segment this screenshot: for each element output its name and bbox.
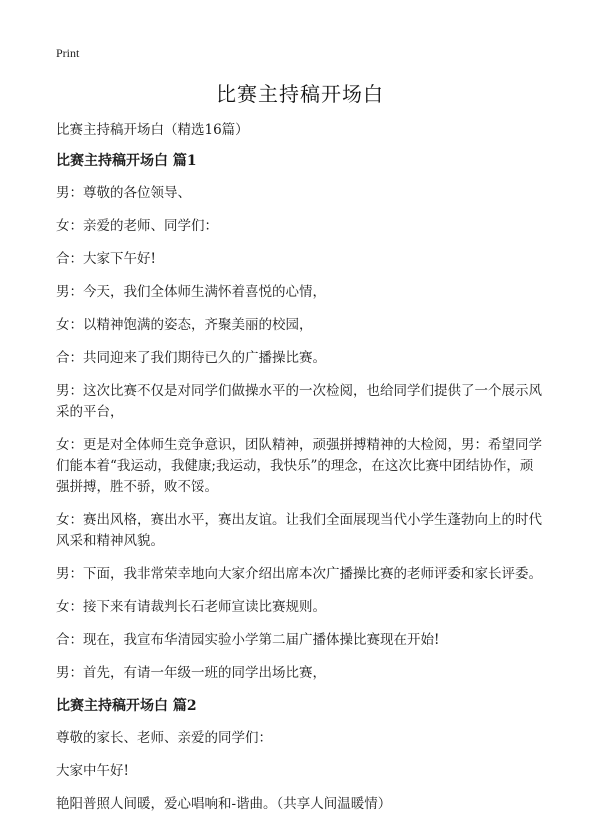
document-title: 比赛主持稿开场白 xyxy=(216,82,384,106)
paragraph: 男：这次比赛不仅是对同学们做操水平的一次检阅，也给同学们提供了一个展示风采的平台， xyxy=(56,383,542,420)
paragraph: 男：下面，我非常荣幸地向大家介绍出席本次广播操比赛的老师评委和家长评委。 xyxy=(56,566,542,582)
section-heading: 比赛主持稿开场白 篇2 xyxy=(56,698,197,714)
section-1 xyxy=(56,151,544,684)
print-label[interactable]: Print xyxy=(56,46,80,60)
section-2 xyxy=(56,696,544,815)
paragraph: 艳阳普照人间暖，爱心唱响和-谐曲。（共享人间温暖情） xyxy=(56,796,392,812)
paragraph: 合：大家下午好! xyxy=(56,251,156,267)
document-subtitle: 比赛主持稿开场白（精选16篇） xyxy=(56,122,249,138)
paragraph: 合：共同迎来了我们期待已久的广播操比赛。 xyxy=(56,350,326,366)
paragraph: 女：亲爱的老师、同学们： xyxy=(56,218,218,234)
paragraph: 女：接下来有请裁判长石老师宣读比赛规则。 xyxy=(56,599,326,615)
paragraph: 女：以精神饱满的姿态，齐聚美丽的校园， xyxy=(56,317,313,333)
paragraph: 女：赛出风格，赛出水平，赛出友谊。让我们全面展现当代小学生蓬勃向上的时代风采和精神风貌。 xyxy=(56,512,542,549)
paragraph: 大家中午好! xyxy=(56,763,129,779)
paragraph: 男：尊敬的各位领导、 xyxy=(56,185,191,201)
section-heading: 比赛主持稿开场白 篇1 xyxy=(56,153,197,169)
paragraph: 男：首先，有请一年级一班的同学出场比赛， xyxy=(56,665,326,681)
paragraph: 女：更是对全体师生竞争意识，团队精神，顽强拼搏精神的大检阅，男：希望同学们能本着“我运动，我健康;我运动，我快乐”的理念，在这次比赛中团结协作，顽强拼搏，胜不骄，败不馁。 xyxy=(56,437,542,495)
paragraph: 男：今天，我们全体师生满怀着喜悦的心情， xyxy=(56,284,326,300)
paragraph: 合：现在，我宣布华清园实验小学第二届广播体操比赛现在开始! xyxy=(56,632,440,648)
paragraph: 尊敬的家长、老师、亲爱的同学们： xyxy=(56,730,272,746)
document-body xyxy=(56,120,544,827)
